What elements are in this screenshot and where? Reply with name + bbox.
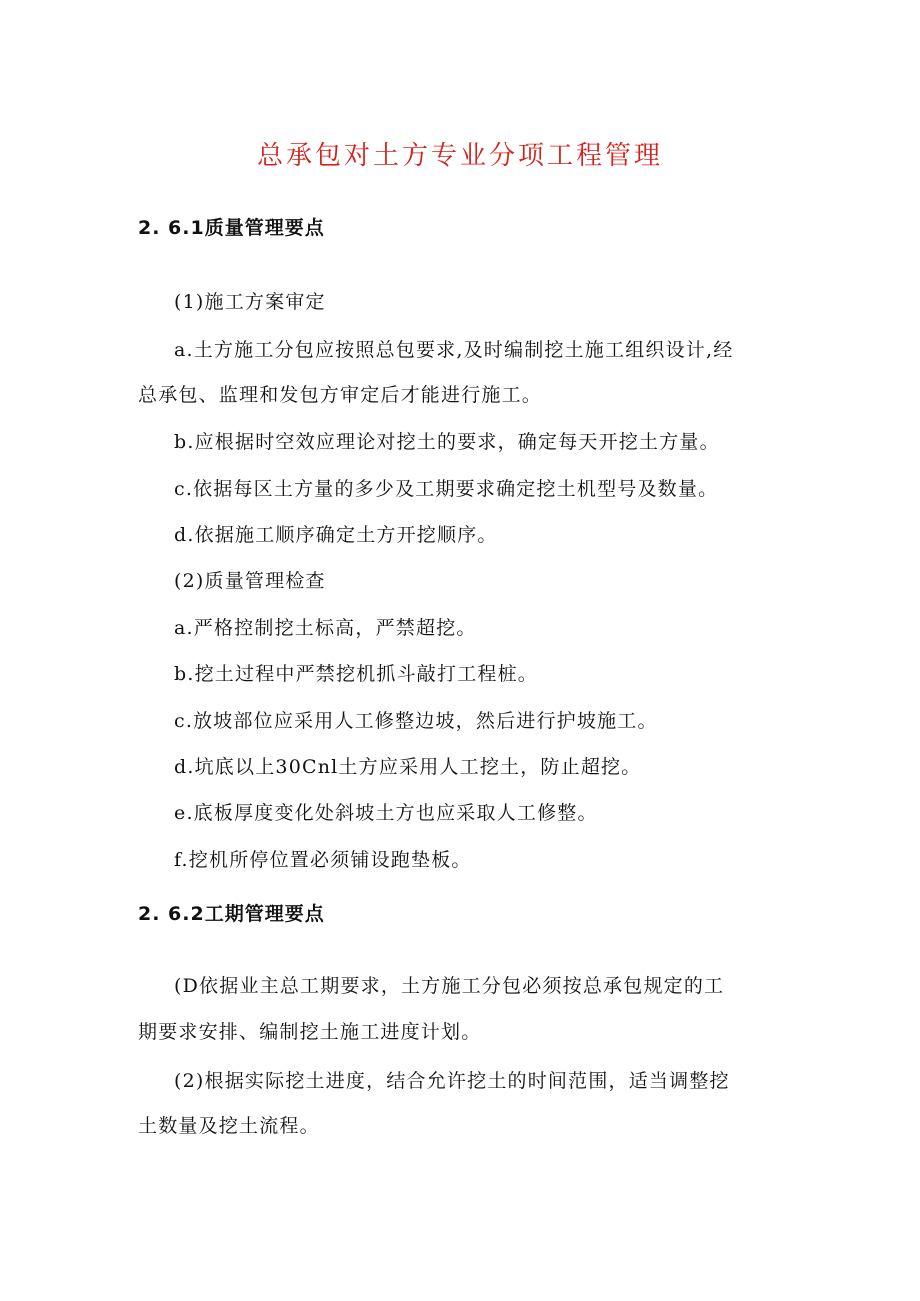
item-b: b.应根据时空效应理论对挖土的要求，确定每天开挖土方量。 [174,431,720,453]
sub-heading-quality-check: (2)质量管理检查 [174,570,326,592]
check-item-c: c.放坡部位应采用人工修整边坡，然后进行护坡施工。 [174,710,658,732]
check-item-d: d.坑底以上30Cnl土方应采用人工挖土，防止超挖。 [174,756,642,778]
schedule-p2-line1: (2)根据实际挖土进度，结合允许挖土的时间范围，适当调整挖 [174,1070,730,1092]
check-item-e: e.底板厚度变化处斜坡土方也应采取人工修整。 [174,802,598,824]
item-a-line2: 总承包、监理和发包方审定后才能进行施工。 [138,384,543,406]
schedule-p1-line2: 期要求安排、编制挖土施工进度计划。 [138,1021,482,1043]
sub-heading-plan-review: (1)施工方案审定 [174,291,326,313]
item-a-line1: a.土方施工分包应按照总包要求,及时编制挖土施工组织设计,经 [174,339,734,361]
schedule-p1-line1: (D依据业主总工期要求，土方施工分包必须按总承包规定的工 [174,975,725,997]
schedule-p2-line2: 土数量及挖土流程。 [138,1115,320,1137]
check-item-a: a.严格控制挖土标高，严禁超挖。 [174,617,477,639]
check-item-f: f.挖机所停位置必须铺设跑垫板。 [174,849,472,871]
section-heading-schedule: 2. 6.2工期管理要点 [138,903,325,925]
check-item-b: b.挖土过程中严禁挖机抓斗敲打工程桩。 [174,663,539,685]
item-c: c.依据每区土方量的多少及工期要求确定挖土机型号及数量。 [174,478,719,500]
item-d: d.依据施工顺序确定土方开挖顺序。 [174,524,498,546]
document-title: 总承包对土方专业分项工程管理 [256,141,663,171]
section-heading-quality: 2. 6.1质量管理要点 [138,217,325,239]
